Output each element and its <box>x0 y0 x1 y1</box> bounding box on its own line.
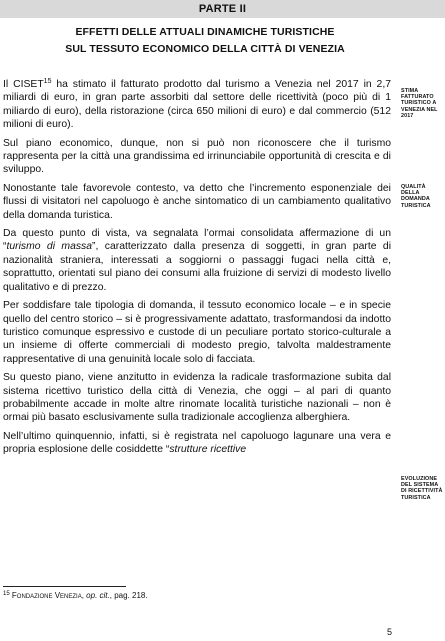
paragraph-1-rest: ha stimato il fatturato prodotto dal turismo a Venezia nel 2017 in 2,7 miliardi di euro, in gran parte assorbiti dal settore delle ricettività (poco più di 1 miliardo di euro), della ristorazione (circa 650 milioni di euro) e dal commercio (512 milioni di euro). <box>3 79 391 131</box>
footnote-divider <box>3 586 126 587</box>
paragraph-6: Su questo piano, viene anzitutto in evidenza la radicale trasformazione subita dal sistema ricettivo turistico della città di Venezia, che oggi – al pari di quanto probabilmente accade in molte altre rinomate località turistiche nazionali – non è ormai più basato esclusivamente sulla tradizionale accoglienza alberghiera. <box>3 372 391 424</box>
footnote-author: Fondazione Venezia <box>11 591 82 600</box>
paragraph-5: Per soddisfare tale tipologia di domanda, il tessuto economico locale – e in specie quello del centro storico – si è progressivamente adattato, trasformandosi da indotto turistico comunque espressivo e custode di un peculiare portato storico-culturale a un insieme di offerte commerciali di modesto pregio, talvolta maldestramente rappresentative di una genuinità locale solo di facciata. <box>3 300 391 365</box>
chapter-title <box>20 24 390 58</box>
paragraph-7 <box>3 430 391 457</box>
page-number: 5 <box>387 627 393 637</box>
paragraph-4-emphasis: turismo di massa <box>6 241 93 253</box>
paragraph-4-start: Da questo punto di vista, va segnalata l’ormai consolidata affermazione di un “ <box>3 228 391 253</box>
margin-note-accommodation: EVOLUZIONE DEL SISTEMA DI RICETTIVITÀ TURISTICA <box>401 476 443 501</box>
paragraph-7-start: Nell’ultimo quinquennio, infatti, si è registrata nel capoluogo lagunare una vera e propria esplosione delle cosiddette “ <box>3 430 391 456</box>
paragraph-7-emphasis: strutture ricettive <box>169 444 247 456</box>
margin-note-demand-quality: QUALITÀ DELLA DOMANDA TURISTICA <box>401 184 431 209</box>
footnote-reference[interactable]: 15 <box>43 78 52 85</box>
paragraph-3: Nonostante tale favorevole contesto, va detto che l’incremento esponenziale dei flussi di visitatori nel capoluogo è anche sintomatico di un cambiamento qualitativo della domanda turistica. <box>3 182 391 221</box>
paragraph-2: Sul piano economico, dunque, non si può non riconoscere che il turismo rappresenta per la città una grandissima ed irrinunciabile opportunità di crescita e di sviluppo. <box>3 137 391 176</box>
footnote-separator: , <box>81 591 87 600</box>
body-text <box>3 78 391 457</box>
footnote <box>3 591 383 601</box>
chapter-title-line-1: EFFETTI DELLE ATTUALI DINAMICHE TURISTICHE <box>75 26 335 38</box>
paragraph-1-start: Il CISET <box>3 79 44 90</box>
margin-note-turnover: STIMA FATTURATO TURISTICO A VENEZIA NEL 2017 <box>401 88 438 119</box>
paragraph-1 <box>3 78 391 132</box>
part-header: PARTE II <box>0 0 445 18</box>
footnote-reference-work: op. cit. <box>86 591 110 600</box>
footnote-number: 15 <box>3 591 10 597</box>
footnote-page: , pag. 218. <box>109 591 148 600</box>
paragraph-4 <box>3 227 391 294</box>
chapter-title-line-2: SUL TESSUTO ECONOMICO DELLA CITTÀ DI VENEZIA <box>65 43 345 55</box>
paragraph-4-rest: ”, caratterizzato dalla presenza di soggetti, in gran parte di nazionalità straniera, interessati a soggiorni o passaggi fugaci nella città e, soprattutto, orientati sul piano dei consumi alla fruizione di servizi di modesto livello qualitativo e di prezzo. <box>3 241 391 293</box>
